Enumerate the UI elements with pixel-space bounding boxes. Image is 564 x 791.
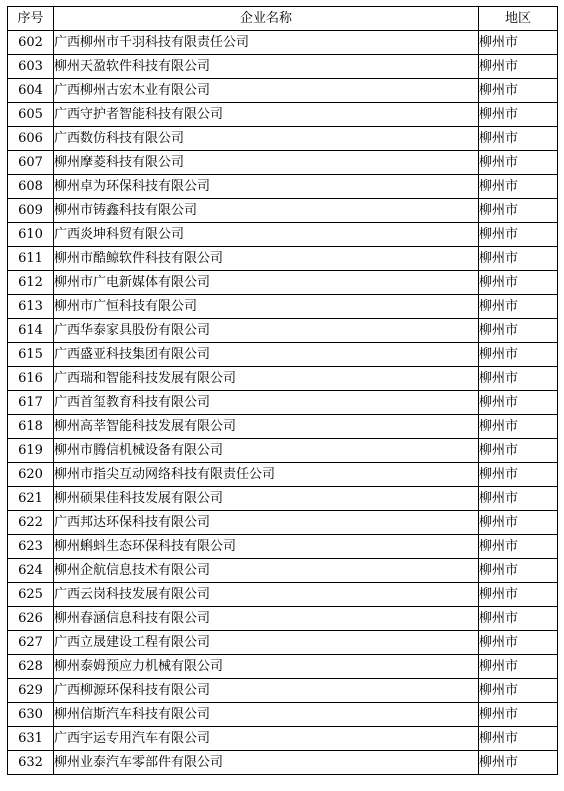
region: 柳州市 xyxy=(479,439,558,463)
table-row xyxy=(8,55,558,79)
table-row xyxy=(8,319,558,343)
table-row xyxy=(8,175,558,199)
row-number: 614 xyxy=(8,319,54,343)
row-number: 623 xyxy=(8,535,54,559)
company-name: 柳州市广电新媒体有限公司 xyxy=(54,271,479,295)
table-row xyxy=(8,31,558,55)
company-name: 柳州硕果佳科技发展有限公司 xyxy=(54,487,479,511)
row-number: 605 xyxy=(8,103,54,127)
region: 柳州市 xyxy=(479,679,558,703)
header-no: 序号 xyxy=(8,7,54,31)
region: 柳州市 xyxy=(479,223,558,247)
region: 柳州市 xyxy=(479,415,558,439)
header-name: 企业名称 xyxy=(54,7,479,31)
company-name: 柳州卓为环保科技有限公司 xyxy=(54,175,479,199)
row-number: 610 xyxy=(8,223,54,247)
company-name: 柳州摩菱科技有限公司 xyxy=(54,151,479,175)
region: 柳州市 xyxy=(479,511,558,535)
region: 柳州市 xyxy=(479,199,558,223)
row-number: 629 xyxy=(8,679,54,703)
region: 柳州市 xyxy=(479,487,558,511)
row-number: 612 xyxy=(8,271,54,295)
row-number: 617 xyxy=(8,391,54,415)
table-row xyxy=(8,415,558,439)
company-name: 广西数仿科技有限公司 xyxy=(54,127,479,151)
region: 柳州市 xyxy=(479,631,558,655)
row-number: 628 xyxy=(8,655,54,679)
table-row xyxy=(8,199,558,223)
row-number: 616 xyxy=(8,367,54,391)
region: 柳州市 xyxy=(479,103,558,127)
company-name: 柳州业泰汽车零部件有限公司 xyxy=(54,751,479,775)
region: 柳州市 xyxy=(479,391,558,415)
row-number: 625 xyxy=(8,583,54,607)
region: 柳州市 xyxy=(479,535,558,559)
company-name: 柳州市指尖互动网络科技有限责任公司 xyxy=(54,463,479,487)
row-number: 606 xyxy=(8,127,54,151)
company-name: 柳州市铸鑫科技有限公司 xyxy=(54,199,479,223)
row-number: 613 xyxy=(8,295,54,319)
company-name: 广西首玺教育科技有限公司 xyxy=(54,391,479,415)
row-number: 611 xyxy=(8,247,54,271)
table-row xyxy=(8,655,558,679)
company-name: 柳州天盈软件科技有限公司 xyxy=(54,55,479,79)
region: 柳州市 xyxy=(479,559,558,583)
region: 柳州市 xyxy=(479,31,558,55)
company-name: 广西云岗科技发展有限公司 xyxy=(54,583,479,607)
region: 柳州市 xyxy=(479,655,558,679)
region: 柳州市 xyxy=(479,607,558,631)
region: 柳州市 xyxy=(479,319,558,343)
row-number: 624 xyxy=(8,559,54,583)
row-number: 609 xyxy=(8,199,54,223)
table-header xyxy=(8,7,558,31)
table-row xyxy=(8,751,558,775)
table-row xyxy=(8,559,558,583)
company-name: 柳州春涵信息科技有限公司 xyxy=(54,607,479,631)
region: 柳州市 xyxy=(479,247,558,271)
region: 柳州市 xyxy=(479,175,558,199)
region: 柳州市 xyxy=(479,727,558,751)
table-row xyxy=(8,247,558,271)
table-row xyxy=(8,535,558,559)
table-row xyxy=(8,463,558,487)
table-row xyxy=(8,439,558,463)
row-number: 632 xyxy=(8,751,54,775)
table-row xyxy=(8,223,558,247)
table-row xyxy=(8,151,558,175)
table-row xyxy=(8,295,558,319)
company-name: 柳州企航信息技术有限公司 xyxy=(54,559,479,583)
company-name: 柳州泰姆预应力机械有限公司 xyxy=(54,655,479,679)
table-row xyxy=(8,103,558,127)
company-name: 广西立晟建设工程有限公司 xyxy=(54,631,479,655)
table-row xyxy=(8,367,558,391)
region: 柳州市 xyxy=(479,463,558,487)
table-row xyxy=(8,487,558,511)
row-number: 626 xyxy=(8,607,54,631)
region: 柳州市 xyxy=(479,79,558,103)
region: 柳州市 xyxy=(479,295,558,319)
company-name: 柳州市酷鲸软件科技有限公司 xyxy=(54,247,479,271)
row-number: 603 xyxy=(8,55,54,79)
table-row xyxy=(8,391,558,415)
company-name: 广西盛亚科技集团有限公司 xyxy=(54,343,479,367)
table-row xyxy=(8,583,558,607)
header-row xyxy=(8,7,558,31)
row-number: 604 xyxy=(8,79,54,103)
table-row xyxy=(8,511,558,535)
region: 柳州市 xyxy=(479,367,558,391)
table-row xyxy=(8,343,558,367)
row-number: 619 xyxy=(8,439,54,463)
row-number: 607 xyxy=(8,151,54,175)
row-number: 620 xyxy=(8,463,54,487)
table-row xyxy=(8,703,558,727)
region: 柳州市 xyxy=(479,151,558,175)
table-row xyxy=(8,79,558,103)
row-number: 608 xyxy=(8,175,54,199)
company-name: 广西邦达环保科技有限公司 xyxy=(54,511,479,535)
table-row xyxy=(8,607,558,631)
table-row xyxy=(8,727,558,751)
company-name: 柳州市广恒科技有限公司 xyxy=(54,295,479,319)
header-region: 地区 xyxy=(479,7,558,31)
region: 柳州市 xyxy=(479,751,558,775)
region: 柳州市 xyxy=(479,703,558,727)
row-number: 622 xyxy=(8,511,54,535)
table-row xyxy=(8,679,558,703)
row-number: 631 xyxy=(8,727,54,751)
region: 柳州市 xyxy=(479,583,558,607)
company-name: 广西柳州市千羽科技有限责任公司 xyxy=(54,31,479,55)
company-name: 广西炎坤科贸有限公司 xyxy=(54,223,479,247)
company-name: 广西华泰家具股份有限公司 xyxy=(54,319,479,343)
table-row xyxy=(8,631,558,655)
company-name: 广西宇运专用汽车有限公司 xyxy=(54,727,479,751)
company-name: 广西柳州古宏木业有限公司 xyxy=(54,79,479,103)
company-name: 柳州蝌蚪生态环保科技有限公司 xyxy=(54,535,479,559)
table-row xyxy=(8,271,558,295)
region: 柳州市 xyxy=(479,271,558,295)
row-number: 621 xyxy=(8,487,54,511)
row-number: 630 xyxy=(8,703,54,727)
company-name: 柳州高莘智能科技发展有限公司 xyxy=(54,415,479,439)
region: 柳州市 xyxy=(479,55,558,79)
table-body xyxy=(8,31,558,775)
company-name: 广西瑞和智能科技发展有限公司 xyxy=(54,367,479,391)
row-number: 618 xyxy=(8,415,54,439)
enterprise-table xyxy=(7,6,558,775)
table-row xyxy=(8,127,558,151)
company-name: 广西守护者智能科技有限公司 xyxy=(54,103,479,127)
company-name: 柳州市腾信机械设备有限公司 xyxy=(54,439,479,463)
region: 柳州市 xyxy=(479,127,558,151)
row-number: 602 xyxy=(8,31,54,55)
row-number: 615 xyxy=(8,343,54,367)
company-name: 柳州信斯汽车科技有限公司 xyxy=(54,703,479,727)
region: 柳州市 xyxy=(479,343,558,367)
row-number: 627 xyxy=(8,631,54,655)
company-name: 广西柳源环保科技有限公司 xyxy=(54,679,479,703)
